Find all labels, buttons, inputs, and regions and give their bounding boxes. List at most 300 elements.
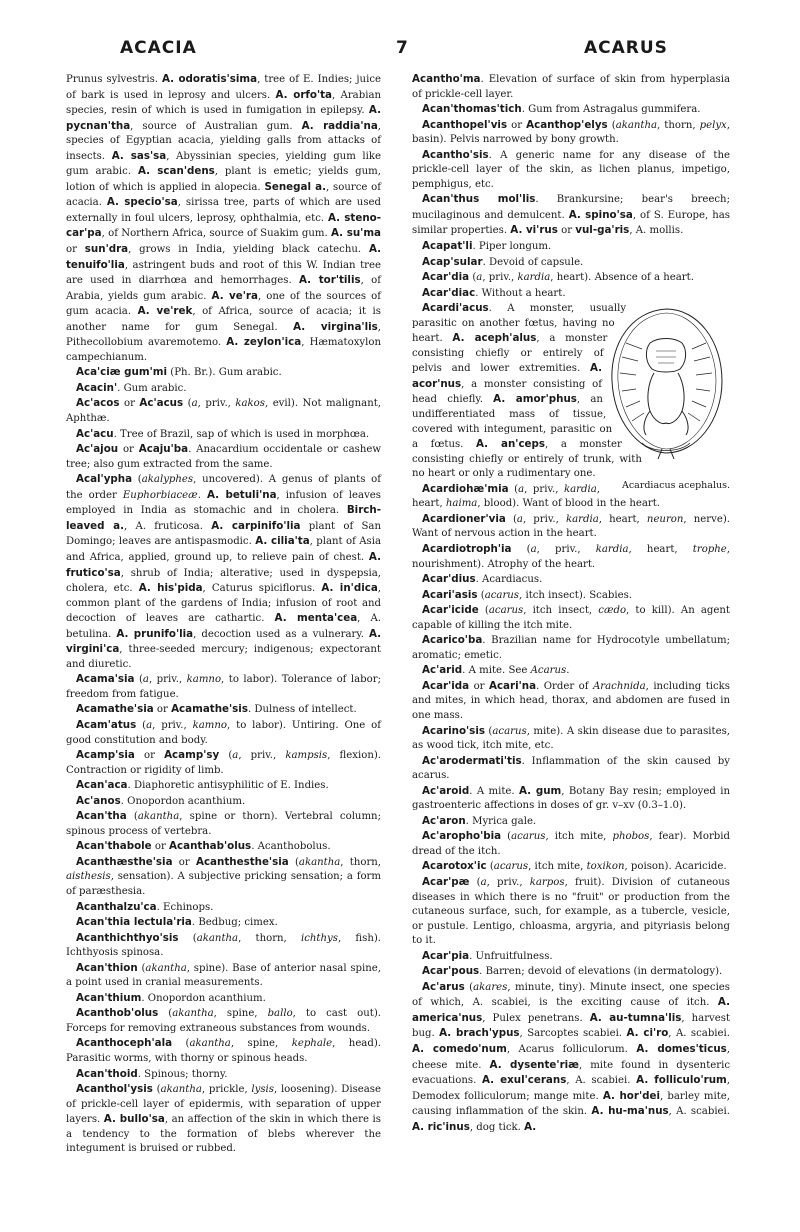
headword: Birch-leaved a. [66, 504, 381, 532]
definition-text: or [172, 856, 196, 868]
definition-text: , mite found in dysenteric evacuations. [412, 1059, 731, 1087]
definition-text: , to labor). Untiring. One of good constitution and body. [66, 719, 382, 746]
definition-text: , heart). Absence of a heart. [550, 272, 694, 284]
figure-caption: Acardiacus acephalus. [621, 479, 730, 491]
headword: Acardioner'via [422, 512, 506, 525]
dictionary-entry [412, 72, 730, 102]
italic-text: akares [473, 981, 508, 993]
definition-text: , dog tick. [469, 1121, 525, 1133]
definition-text: , of Northern Africa, source of Suakim gum. [101, 228, 331, 240]
italic-text: akantha [615, 119, 658, 131]
italic-text: kephale [291, 1038, 333, 1050]
headword: A. an'ceps [475, 438, 546, 451]
headword: vul-ga'ris [575, 224, 630, 237]
definition-text: , Pulex penetrans. [482, 1012, 590, 1024]
definition-text: or [66, 244, 85, 256]
italic-text: akantha [189, 1038, 231, 1050]
definition-text: ( [469, 876, 481, 888]
headword: Acanthopel'vis [422, 118, 508, 131]
dictionary-entry [66, 381, 381, 397]
italic-text: ballo [267, 1008, 293, 1020]
definition-text: . Diaphoretic antisyphilitic of E. Indies. [127, 780, 329, 792]
definition-text: ( [152, 1084, 161, 1096]
headword: Acaju'ba [138, 443, 189, 456]
headword: Acar'dius [422, 573, 476, 586]
definition-text: , poison). Acaricide. [624, 861, 727, 873]
definition-text: , a monster consisting chiefly or entirely of trunk, with no heart or only a rudimentary one. [412, 439, 642, 480]
definition-text: ( [132, 474, 142, 486]
definition-text: , mite). A skin disease due to parasites, as wood tick, itch mite, etc. [412, 725, 730, 752]
definition-text: , evil). Not malignant, Aphthæ. [66, 398, 382, 425]
headword: A. brach'ypus [439, 1027, 520, 1040]
headword: A. ve'ra [211, 289, 258, 302]
italic-text: karpos [529, 876, 565, 888]
dictionary-entry [66, 442, 381, 472]
dictionary-entry [412, 572, 730, 588]
headword: Ac'arodermati'tis [422, 754, 522, 767]
definition-text: , thorn, [657, 119, 700, 131]
headword: Acan'thia lectula'ria [76, 916, 192, 929]
headword: A. aceph'alus [452, 332, 537, 345]
italic-text: acarus [484, 589, 520, 601]
dictionary-entry [412, 118, 730, 148]
dictionary-entry [66, 778, 381, 794]
italic-text: kamno [186, 674, 222, 686]
definition-text: . A mite. See [462, 665, 531, 677]
definition-text: , priv., [524, 483, 565, 495]
definition-text: , A. scabiei. [668, 1028, 730, 1040]
headword: Acar'icide [422, 604, 479, 617]
italic-text: Arachnida [592, 680, 646, 692]
definition-text: , nerve). Want of nervous action in the heart. [412, 513, 731, 540]
italic-text: akantha [145, 962, 187, 974]
definition-text: , A. fruticosa. [124, 520, 212, 532]
dictionary-entry [412, 239, 730, 255]
italic-text: a [146, 719, 153, 731]
definition-text: , sensation). A subjective pricking sensation; a form of paræsthesia. [66, 871, 381, 897]
headword: A. carpinifo'lia [211, 519, 301, 532]
headword: A. amor'phus [493, 393, 577, 406]
headword: A. hor'dei [602, 1089, 660, 1102]
headword: A. au-tumna'lis [589, 1011, 682, 1024]
headword: A. america'nus [412, 996, 730, 1024]
definition-text: , astringent buds and root of this W. Indian tree are used in diarrhœa and hemorrhages. [66, 259, 381, 287]
definition-text: , plant of Asia and Africa, applied, ground up, to relieve pain of chest. [66, 536, 381, 563]
italic-text: kakos [235, 398, 265, 410]
headword: Acar'diac [422, 286, 476, 299]
definition-text: ( [464, 981, 474, 993]
definition-text: , of Arabia, yields gum arabic. [66, 275, 381, 302]
definition-text: , basin). Pelvis narrowed by bony growth. [412, 119, 730, 146]
headword: Ac'aropho'bia [422, 830, 502, 843]
dictionary-entry [412, 512, 730, 542]
headword: Acanthab'olus [169, 840, 252, 853]
italic-text: neuron [646, 513, 684, 525]
dictionary-entry [66, 672, 381, 702]
headword: Acanthol'ysis [76, 1083, 153, 1096]
headword: Acar'pia [422, 949, 470, 962]
dictionary-entry [66, 427, 381, 443]
definition-text: ( [219, 750, 233, 762]
dictionary-entry [412, 102, 730, 118]
left-guide-word: ACACIA [120, 38, 197, 58]
headword: Acap'sular [422, 255, 483, 268]
headword: sun'dra [84, 243, 129, 256]
dictionary-entry [66, 915, 381, 931]
definition-text: , head). Parasitic worms, with thorny or spinous heads. [66, 1038, 381, 1064]
dictionary-entry [66, 365, 381, 381]
dictionary-entry [412, 148, 730, 193]
definition-text: ( [607, 119, 616, 131]
definition-text: , priv., [482, 272, 518, 284]
headword: Acanthob'olus [76, 1007, 159, 1020]
italic-text: akantha [196, 932, 239, 944]
dictionary-entry [66, 396, 381, 426]
definition-text: , priv., [536, 543, 596, 555]
dictionary-entry [412, 875, 730, 949]
dictionary-entry [412, 255, 730, 271]
italic-text: haima [445, 498, 478, 510]
definition-text: , sirissa tree, parts of which are used externally in foul ulcers, leprosy, ophthalmia, etc. [66, 197, 381, 224]
headword: Acardiohæ'mia [422, 482, 509, 495]
definition-text: , source of Australian gum. [130, 120, 302, 132]
definition-text: ( [469, 272, 477, 284]
definition-text: , uncovered). A genus of plants of the order [66, 474, 381, 501]
definition-text: , a monster consisting chiefly or entirely of pelvis and lower extremities. [412, 333, 608, 375]
italic-text: pelyx [699, 119, 727, 131]
definition-text: , itch mite, [528, 861, 587, 873]
definition-text: . Onopordon acanthium. [120, 795, 246, 807]
headword: Acan'thus mol'lis [422, 193, 536, 206]
definition-text: , thorn, [238, 932, 301, 944]
italic-text: kamno [192, 719, 228, 731]
italic-text: Acarus [530, 665, 567, 677]
headword: A. dysente'riæ [489, 1058, 579, 1071]
headword: A. comedo'num [412, 1043, 507, 1055]
definition-text: , Sarcoptes scabiei. [519, 1028, 627, 1040]
dictionary-entry [66, 794, 381, 810]
definition-text: , heart, [412, 483, 601, 510]
headword: Acantho'sis [422, 148, 489, 161]
headword: A. gum [519, 784, 562, 797]
dictionary-entry [412, 679, 730, 724]
headword: Acama'sia [76, 673, 135, 686]
dictionary-entry [66, 961, 381, 991]
italic-text: aisthesis [66, 871, 111, 883]
definition-text: , including ticks and mites, in which head, thorax, and abdomen are fused in one mass. [412, 680, 731, 721]
dictionary-entry [66, 748, 381, 778]
definition-text: or [119, 398, 140, 410]
definition-text: , A. scabiei. [566, 1075, 637, 1087]
definition-text: . Myrica gale. [465, 815, 537, 827]
definition-text: , spine). Base of anterior nasal spine, a point used in cranial measurements. [66, 962, 381, 989]
dictionary-entry [66, 472, 381, 672]
italic-text: toxikon [586, 861, 625, 873]
definition-text: , shrub of India; alterative; used in dyspepsia, cholera, etc. [66, 567, 381, 595]
definition-text: , Abyssinian species, yielding gum like gum arabic. [66, 150, 382, 178]
definition-text: , three-seeded mercury; indigenous; expectorant and diuretic. [66, 644, 381, 670]
definition-text: . Onopordon acanthium. [141, 992, 266, 1004]
definition-text: , to cast out). Forceps for removing extraneous substances from wounds. [66, 1008, 381, 1034]
definition-text: , an undifferentiated mass of tissue, covered with integument, parasitic on a fœtus. [412, 394, 613, 451]
definition-text: , of Africa, source of acacia; it is another name for gum Senegal. [66, 306, 381, 333]
dictionary-entry [412, 542, 730, 572]
headword: A. virgina'lis [293, 320, 378, 333]
definition-text: or [134, 750, 165, 762]
definition-text: , Botany Bay resin; employed in gastroenteric affections in doses of gr. v–xv (0.3–1.0). [412, 785, 730, 812]
headword: Acan'thoid [76, 1067, 138, 1080]
definition-text: , itch insect, [523, 605, 599, 617]
dictionary-entry [66, 1067, 381, 1083]
headword: Ac'aron [422, 814, 466, 827]
headword: Acan'thabole [76, 840, 152, 853]
dictionary-entry [412, 663, 730, 679]
left-column [66, 72, 381, 1157]
dictionary-entry [412, 784, 730, 814]
headword: A. tenuifo'lia [66, 243, 382, 271]
italic-text: acarus [488, 605, 524, 617]
headword: A. bullo'sa [103, 1113, 165, 1126]
dictionary-entry [412, 588, 730, 604]
headword: A. frutico'sa [66, 550, 381, 579]
dictionary-entry [66, 931, 381, 961]
headword: Ac'arid [422, 664, 463, 677]
headword: Acan'aca [76, 779, 128, 792]
headword: Acari'asis [422, 588, 478, 601]
definition-text: , itch insect). Scabies. [519, 589, 633, 601]
dictionary-entry [412, 270, 730, 286]
headword: Acanthalzu'ca [76, 900, 157, 913]
definition-text: , loosening). Disease of prickle-cell layer of epidermis, with separation of upper layers. [66, 1084, 381, 1126]
italic-text: acarus [492, 725, 527, 737]
definition-text: . A monster, usually parasitic on another fœtus, having no heart. [412, 303, 627, 345]
definition-text: , tree of E. Indies; juice of bark is used in leprosy and ulcers. [66, 74, 381, 101]
definition-text: , an affection of the skin in which there is a tendency to the formation of blebs wherever the integument is bruised or rubbed. [66, 1114, 381, 1155]
headword: Ac'anos [76, 794, 121, 807]
dictionary-entry [412, 814, 730, 830]
definition-text: . Piper longum. [472, 241, 552, 253]
definition-text: , priv., [152, 719, 193, 731]
italic-text: a [476, 272, 483, 284]
headword: A. cilia'ta [255, 535, 310, 548]
headword: Ac'acus [139, 397, 184, 410]
definition-text: , Pithecollobium avaremotemo. [66, 321, 381, 349]
acardiacus-acephalus-illustration [602, 303, 730, 459]
italic-text: a [480, 876, 487, 888]
dictionary-entry [412, 980, 730, 1135]
definition-text: ( [178, 932, 197, 944]
headword: Senegal a. [264, 180, 327, 193]
dictionary-entry [412, 859, 730, 875]
right-guide-word: ACARUS [584, 38, 668, 58]
definition-text: ( [172, 1038, 190, 1050]
headword: A. spino'sa [568, 208, 633, 221]
headword: Acam'atus [76, 718, 137, 731]
italic-text: a [191, 398, 198, 410]
headword: A. ve'rek [137, 305, 193, 318]
definition-text: ( [511, 543, 531, 555]
definition-text: . Bedbug; cimex. [191, 917, 278, 929]
headword: A. ric'inus [412, 1120, 470, 1133]
headword: Acar'ida [422, 679, 470, 692]
dictionary-entry [66, 1082, 381, 1157]
headword: Acanthop'elys [526, 118, 608, 131]
definition-text: . Inflammation of the skin caused by acarus. [412, 755, 730, 782]
definition-text: , of S. Europe, has similar properties. [412, 209, 730, 237]
italic-text: acarus [511, 831, 546, 843]
definition-text: . Brankursine; bear's breech; mucilaginous and demulcent. [412, 194, 730, 221]
dictionary-entry [412, 724, 730, 754]
definition-text: , decoction used as a vulnerary. [193, 628, 369, 640]
definition-text: , to labor). Tolerance of labor; freedom from fatigue. [66, 674, 381, 700]
definition-text: or [469, 680, 489, 692]
headword: Acan'thium [76, 991, 142, 1004]
definition-text: , priv., [148, 674, 187, 686]
definition-text: . Anacardium occidentale or cashew tree; also gum extracted from the same. [66, 444, 382, 470]
headword: Aca'ciæ gum'mi [76, 366, 168, 379]
definition-text: . Dulness of intellect. [247, 704, 357, 716]
dictionary-entry [412, 829, 730, 859]
headword: Acarico'ba [422, 634, 483, 647]
italic-text: a [232, 750, 239, 762]
definition-text: , barley mite, causing inflammation of the skin. [412, 1090, 730, 1118]
definition-text: , A. mollis. [629, 225, 684, 237]
dictionary-entry [66, 72, 381, 365]
definition-text: , priv., [197, 398, 236, 410]
headword: Ac'aroid [422, 784, 470, 797]
definition-text: ( [501, 831, 512, 843]
definition-text: . Elevation of surface of skin from hyperplasia of prickle-cell layer. [412, 74, 730, 100]
headword: Acardi'acus [422, 302, 489, 315]
running-header [66, 38, 736, 62]
definition-text: plant of San Domingo; leaves are antispasmodic. [66, 520, 381, 548]
definition-text: ( [134, 674, 143, 686]
definition-text: , infusion of leaves employed in India as stomachic and in cholera. [66, 489, 381, 517]
dictionary-entry [66, 855, 381, 900]
headword: Acar'pæ [422, 875, 470, 888]
definition-text: , priv., [238, 750, 286, 762]
definition-text: ( [288, 856, 299, 868]
definition-text: , fish). Ichthyosis spinosa. [66, 932, 382, 959]
right-column [412, 72, 730, 1135]
definition-text: . Brazilian name for Hydrocotyle umbellatum; aromatic; emetic. [412, 635, 730, 661]
headword: Acapat'li [422, 240, 473, 253]
definition-text: . Echinops. [156, 901, 214, 913]
definition-text: . A mite. [469, 785, 520, 797]
definition-text: ( [478, 605, 489, 617]
italic-text: a [142, 674, 149, 686]
headword: Acarino'sis [422, 724, 485, 737]
headword: Acamp'sia [76, 749, 135, 762]
headword: A. specio'sa [106, 196, 178, 209]
definition-text: ( [477, 589, 485, 601]
headword: A. zeylon'ica [226, 336, 302, 349]
definition-text: , species of Egyptian acacia, yielding galls from attacks of insects. [66, 120, 381, 162]
definition-text: , one of the sources of gum acacia. [66, 290, 382, 318]
definition-text: or [151, 841, 170, 853]
definition-text: ( [137, 962, 146, 974]
definition-text: or [557, 225, 576, 237]
headword: A. pycnan'tha [66, 104, 381, 132]
headword: A. folliculo'rum [636, 1074, 727, 1087]
headword: Acanthoceph'ala [76, 1037, 173, 1050]
definition-text: , A. scabiei. [668, 1106, 731, 1118]
definition-text: , minute, tiny). Minute insect, one species of which, A. scabiei, is the exciting cause of itch. [412, 981, 730, 1009]
dictionary-entry [66, 839, 381, 855]
dictionary-entry [412, 754, 730, 784]
headword: Acacin' [76, 381, 118, 394]
headword: A. his'pida [138, 582, 203, 595]
definition-text: ( [508, 483, 519, 495]
definition-text: . Tree of Brazil, sap of which is used in morphœa. [113, 428, 370, 440]
headword: A. vi'rus [510, 224, 558, 237]
definition-text: , grows in India, yielding black catechu. [128, 244, 369, 256]
dictionary-entry [412, 286, 730, 302]
headword: A. menta'cea [274, 612, 358, 625]
headword: A. sas'sa [111, 149, 167, 162]
dictionary-entry [66, 991, 381, 1007]
headword: Ac'ajou [76, 443, 119, 456]
headword: Acantho'ma [412, 73, 481, 85]
definition-text: , spine, [213, 1008, 268, 1020]
definition-text: . Barren; devoid of elevations (in dermatology). [479, 966, 723, 978]
dictionary-entry [66, 809, 381, 839]
italic-text: kardia [564, 483, 597, 495]
definition-text: ( [486, 861, 494, 873]
definition-text: ( [183, 398, 192, 410]
headword: Acar'dia [422, 271, 470, 284]
definition-text: , plant is emetic; yields gum, lotion of which is applied in alopecia. [66, 166, 381, 193]
definition-text: , source of acacia. [66, 181, 381, 209]
italic-text: Euphorbiaceæ [122, 489, 198, 501]
definition-text: , nourishment). Atrophy of the heart. [412, 543, 730, 570]
definition-text: or [507, 119, 527, 131]
headword: Acar'pous [422, 965, 480, 978]
definition-text: or [153, 704, 172, 716]
definition-text: . Gum from Astragalus gummifera. [521, 104, 701, 116]
italic-text: lysis [251, 1084, 274, 1096]
headword: A. ci'ro [626, 1027, 669, 1040]
headword: Acarotox'ic [422, 860, 487, 873]
headword: A. acor'nus [412, 362, 603, 390]
headword: A. prunifo'lia [116, 627, 194, 640]
headword: Ac'acu [76, 427, 114, 440]
headword: A. exul'cerans [482, 1074, 567, 1087]
dictionary-entry [66, 1036, 381, 1066]
definition-text: , heart, [628, 543, 693, 555]
italic-text: kardia [517, 272, 551, 284]
definition-text: , heart, [598, 513, 647, 525]
dictionary-entry [412, 192, 730, 239]
italic-text: akantha [137, 811, 180, 823]
headword: Acan'thion [76, 961, 138, 974]
headword: Ac'arus [422, 980, 465, 993]
italic-text: acarus [493, 861, 529, 873]
definition-text: , cheese mite. [412, 1044, 730, 1071]
headword: A. in'dica [321, 582, 378, 595]
dictionary-entry [412, 949, 730, 965]
definition-text: ( [505, 513, 517, 525]
headword: Acanthæsthe'sia [76, 855, 173, 868]
headword: Acardiotroph'ia [422, 542, 512, 555]
headword: Acamathe'sia [76, 703, 154, 716]
dictionary-entry [66, 702, 381, 718]
definition-text: . Unfruitfulness. [469, 950, 553, 962]
headword: A. betuli'na [206, 488, 277, 501]
definition-text: . Gum arabic. [117, 382, 187, 394]
dictionary-entry [66, 1006, 381, 1036]
headword: Acamathe'sis [171, 703, 248, 716]
